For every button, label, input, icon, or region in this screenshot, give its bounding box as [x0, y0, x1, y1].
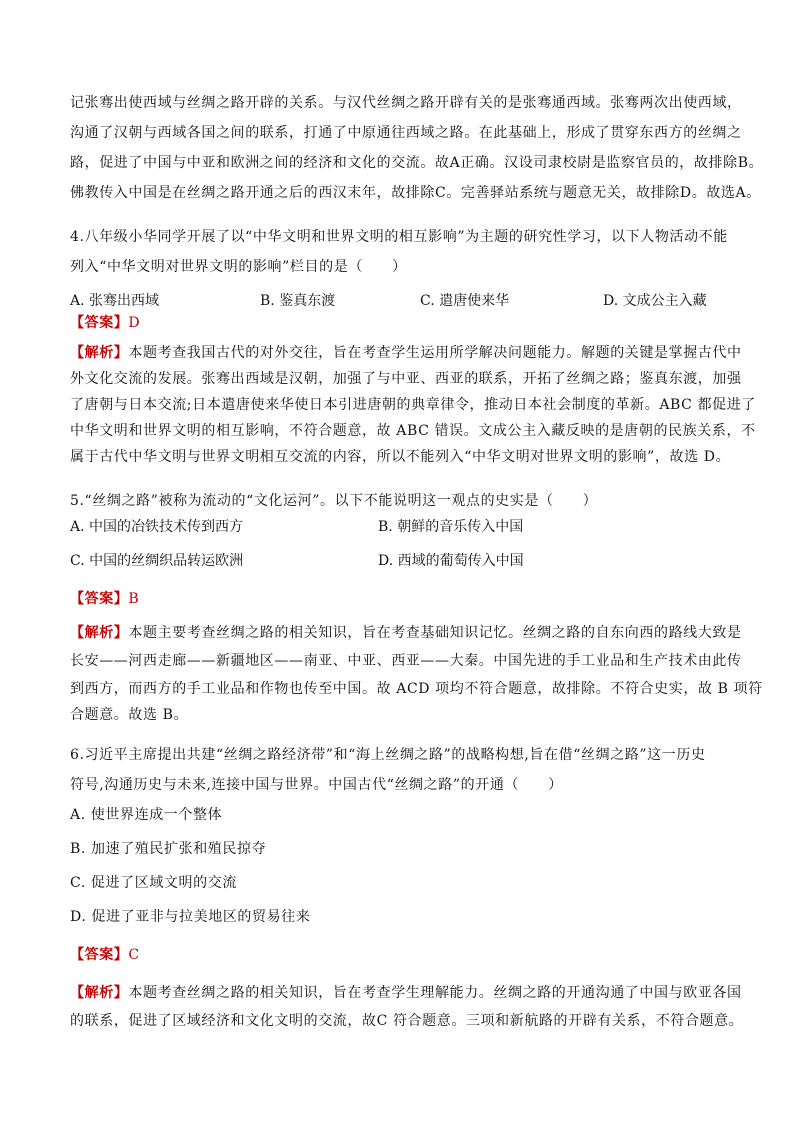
answer-tag: 【答案】 — [70, 315, 129, 331]
analysis-tag: 【解析】 — [70, 985, 129, 1001]
q6-answer — [70, 944, 730, 966]
q6-analysis-line: 的联系，促进了区域经济和文化文明的交流，故C 符合题意。三项和新航路的开辟有关系，不符合题意。 — [70, 1013, 744, 1029]
intro-line: 佛教传入中国是在丝绸之路开通之后的西汉末年，故排除C。完善驿站系统与题意无关，故排除D。故选A。 — [70, 185, 761, 201]
intro-line: 记张骞出使西域与丝绸之路开辟的关系。与汉代丝绸之路开辟有关的是张骞通西域。张骞两次出使西域， — [70, 95, 742, 111]
q5-answer — [70, 588, 730, 610]
question-5-stem: 5.“丝绸之路”被称为流动的“文化运河”。以下不能说明这一观点的史实是（ ） — [70, 493, 598, 509]
q5-option-c: C. 中国的丝绸织品转运欧洲 — [70, 553, 244, 569]
q4-analysis-line — [70, 342, 742, 364]
q6-analysis-line — [70, 982, 742, 1004]
q4-analysis-line: 外文化交流的发展。张骞出西域是汉朝，加强了与中亚、西亚的联系，开拓了丝绸之路；鉴真东渡，加强 — [70, 371, 742, 387]
q4-analysis-line: 属于古代中华文明与世界文明相互交流的内容，所以不能列入“中华文明对世界文明的影响”，故选 D。 — [70, 449, 731, 465]
q4-option-b: B. 鉴真东渡 — [260, 293, 336, 309]
analysis-text: 本题主要考查丝绸之路的相关知识，旨在考查基础知识记忆。丝绸之路的自东向西的路线大致是 — [128, 625, 742, 641]
intro-line: 沟通了汉朝与西域各国之间的联系，打通了中原通往西域之路。在此基础上，形成了贯穿东西方的丝绸之 — [70, 125, 742, 141]
answer-tag: 【答案】 — [70, 947, 129, 963]
q5-option-a: A. 中国的冶铁技术传到西方 — [70, 519, 244, 535]
q4-option-d: D. 文成公主入藏 — [603, 293, 707, 309]
answer-value: C — [128, 947, 140, 963]
analysis-text: 本题考查丝绸之路的相关知识，旨在考查学生理解能力。丝绸之路的开通沟通了中国与欧亚各国 — [128, 985, 742, 1001]
q5-option-d: D. 西域的葡萄传入中国 — [378, 553, 524, 569]
question-4-stem: 4.八年级小华同学开展了以“中华文明和世界文明的相互影响”为主题的研究性学习，以下人物活动不能 — [70, 229, 728, 245]
q5-analysis-line — [70, 622, 742, 644]
q6-option-d: D. 促进了亚非与拉美地区的贸易往来 — [70, 909, 311, 925]
question-4-stem: 列入“中华文明对世界文明的影响”栏目的是（ ） — [70, 259, 407, 275]
q5-analysis-line: 合题意。故选 B。 — [70, 707, 189, 723]
answer-value: D — [128, 315, 141, 331]
question-6-stem: 符号,沟通历史与未来,连接中国与世界。中国古代“丝绸之路”的开通（ ） — [70, 777, 563, 793]
answer-value: B — [128, 591, 140, 607]
q6-option-a: A. 使世界连成一个整体 — [70, 807, 223, 823]
q4-option-c: C. 遣唐使来华 — [420, 293, 510, 309]
q4-answer — [70, 312, 730, 334]
answer-tag: 【答案】 — [70, 591, 129, 607]
q5-option-b: B. 朝鲜的音乐传入中国 — [378, 519, 524, 535]
q6-option-b: B. 加速了殖民扩张和殖民掠夺 — [70, 841, 267, 857]
intro-line: 路，促进了中国与中亚和欧洲之间的经济和文化的交流。故A正确。汉设司隶校尉是监察官员的，故排除B。 — [70, 155, 764, 171]
analysis-tag: 【解析】 — [70, 625, 129, 641]
q5-analysis-line: 到西方，而西方的手工业品和作物也传至中国。故 ACD 项均不符合题意，故排除。不符合史实，故 B 项符 — [70, 681, 763, 697]
q4-analysis-line: 了唐朝与日本交流;日本遣唐使来华使日本引进唐朝的典章律令，推动日本社会制度的革新。ABC 都促进了 — [70, 397, 756, 413]
question-6-stem: 6.习近平主席提出共建“丝绸之路经济带”和“海上丝绸之路”的战略构想,旨在借“丝绸之路”这一历史 — [70, 747, 706, 763]
analysis-tag: 【解析】 — [70, 345, 129, 361]
q4-analysis-line: 中华文明和世界文明的相互影响，不符合题意，故 ABC 错误。文成公主入藏反映的是唐朝的民族关系，不 — [70, 423, 756, 439]
q5-analysis-line: 长安——河西走廊——新疆地区——南亚、中亚、西亚——大秦。中国先进的手工业品和生产技术由此传 — [70, 653, 742, 669]
q6-option-c: C. 促进了区域文明的交流 — [70, 875, 237, 891]
q4-option-a: A. 张骞出西域 — [70, 293, 160, 309]
analysis-text: 本题考查我国古代的对外交往，旨在考查学生运用所学解决问题能力。解题的关键是掌握古代中 — [128, 345, 742, 361]
